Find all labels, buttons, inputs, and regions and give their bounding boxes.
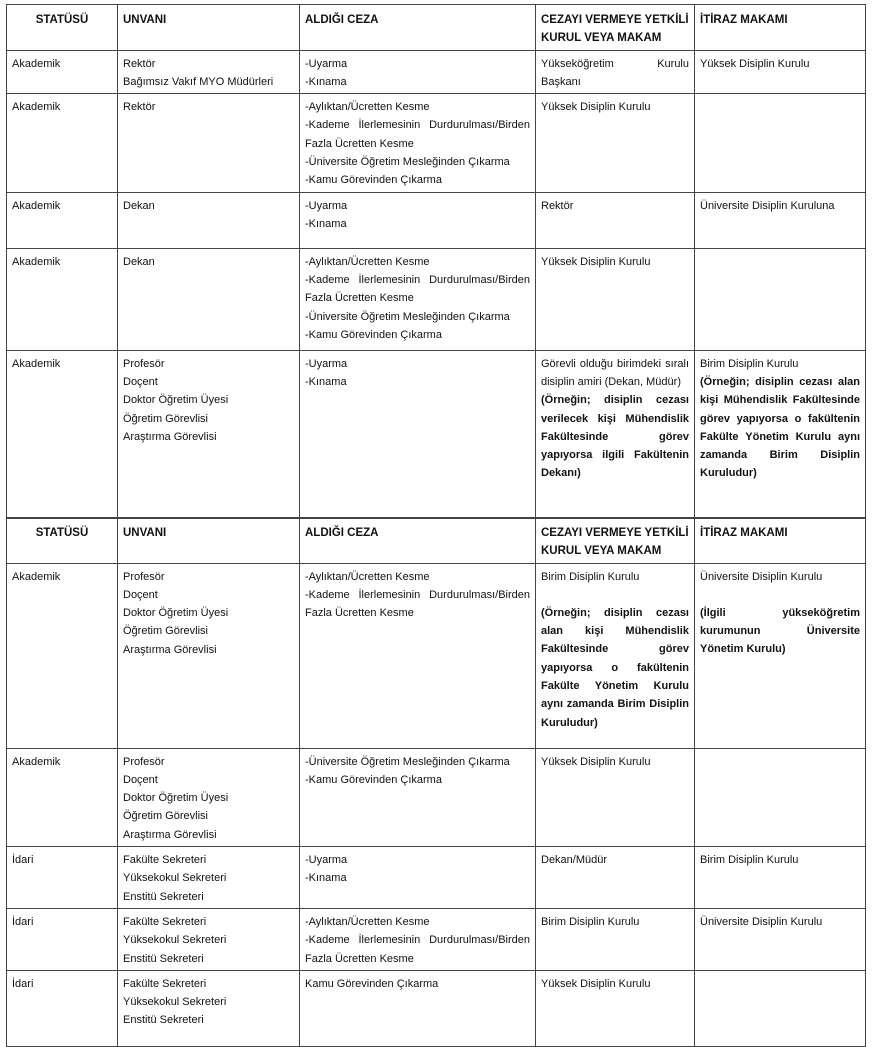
authority-cell: Yüksek Disiplin Kurulu <box>536 748 695 846</box>
status-cell: Akademik <box>7 350 118 518</box>
objection-cell <box>695 970 866 1046</box>
objection-cell: Yüksek Disiplin Kurulu <box>695 50 866 94</box>
title-cell <box>118 94 300 192</box>
penalty-line: -Kınama <box>305 872 347 885</box>
objection-cell <box>695 350 866 518</box>
title-line: Doktor Öğretim Üyesi <box>123 394 229 407</box>
authority-cell: Rektör <box>536 192 695 248</box>
title-line: Fakülte Sekreteri <box>123 915 207 928</box>
authority-note: (Örneğin; disiplin cezası alan kişi Mühendislik Fakültesinde görev yapıyorsa o fakültenin Fakülte Yönetim Kurulu aynı zamanda Birim Disiplin Kuruludur) <box>541 606 689 729</box>
penalty-line: -Uyarma <box>305 357 348 370</box>
header-objection: İTİRAZ MAKAMI <box>695 518 866 564</box>
objection-note: (Örneğin; disiplin cezası alan kişi Mühendislik Fakültesinde görev yapıyorsa o fakültenin Fakülte Yönetim Kurulu aynı zamanda Birim Disiplin Kuruludur) <box>700 375 860 480</box>
title-line: Araştırma Görevlisi <box>123 828 217 841</box>
penalty-line: -Kınama <box>305 75 347 88</box>
table-row <box>7 908 866 970</box>
table-row <box>7 847 866 909</box>
status-cell: İdari <box>7 908 118 970</box>
discipline-table-2 <box>6 517 866 1047</box>
objection-cell: Birim Disiplin Kurulu <box>695 847 866 909</box>
table-row <box>7 94 866 192</box>
status-cell: Akademik <box>7 748 118 846</box>
authority-cell: Birim Disiplin Kurulu <box>536 908 695 970</box>
header-title: UNVANI <box>118 518 300 564</box>
header-authority: CEZAYI VERMEYE YETKİLİ KURUL VEYA MAKAM <box>536 5 695 51</box>
title-line: Araştırma Görevlisi <box>123 430 217 443</box>
penalty-line: -Aylıktan/Ücretten Kesme <box>305 570 430 583</box>
title-line: Profesör <box>123 357 165 370</box>
penalty-line: -Kamu Görevinden Çıkarma <box>305 773 442 786</box>
authority-text: Birim Disiplin Kurulu <box>541 570 640 583</box>
authority-cell: Yüksek Disiplin Kurulu <box>536 248 695 350</box>
title-line: Doçent <box>123 588 158 601</box>
table-row <box>7 748 866 846</box>
authority-cell: Yüksek Disiplin Kurulu <box>536 970 695 1046</box>
penalty-cell <box>300 192 536 248</box>
title-line: Enstitü Sekreteri <box>123 1014 204 1027</box>
status-cell: İdari <box>7 970 118 1046</box>
title-line: Profesör <box>123 755 165 768</box>
title-line: Dekan <box>123 255 155 268</box>
penalty-line: -Kamu Görevinden Çıkarma <box>305 174 442 187</box>
penalty-line: -Aylıktan/Ücretten Kesme <box>305 255 430 268</box>
title-line: Öğretim Görevlisi <box>123 810 208 823</box>
objection-text: Üniversite Disiplin Kurulu <box>700 570 823 583</box>
table-header-row <box>7 518 866 564</box>
status-cell: Akademik <box>7 94 118 192</box>
table-row <box>7 350 866 518</box>
table-header-row <box>7 5 866 51</box>
penalty-line: -Kademe İlerlemesinin Durdurulması/Birden Fazla Ücretten Kesme <box>305 273 530 305</box>
title-line: Doktor Öğretim Üyesi <box>123 792 229 805</box>
authority-cell <box>536 563 695 748</box>
penalty-line: Kamu Görevinden Çıkarma <box>305 977 439 990</box>
penalty-cell <box>300 94 536 192</box>
table-row <box>7 248 866 350</box>
penalty-line: -Kınama <box>305 217 347 230</box>
authority-cell <box>536 350 695 518</box>
penalty-cell <box>300 350 536 518</box>
title-line: Yüksekokul Sekreteri <box>123 872 227 885</box>
table-row <box>7 563 866 748</box>
penalty-line: -Uyarma <box>305 199 348 212</box>
status-cell: Akademik <box>7 248 118 350</box>
title-cell <box>118 192 300 248</box>
authority-text: Yükseköğretim Kurulu Başkanı <box>541 57 689 88</box>
objection-text: Birim Disiplin Kurulu <box>700 357 799 370</box>
status-cell: Akademik <box>7 50 118 94</box>
title-line: Öğretim Görevlisi <box>123 625 208 638</box>
penalty-cell <box>300 970 536 1046</box>
penalty-line: -Üniversite Öğretim Mesleğinden Çıkarma <box>305 755 510 768</box>
table-row <box>7 50 866 94</box>
header-status: STATÜSÜ <box>7 518 118 564</box>
penalty-line: -Üniversite Öğretim Mesleğinden Çıkarma <box>305 310 510 323</box>
authority-cell: Yüksek Disiplin Kurulu <box>536 94 695 192</box>
title-cell <box>118 908 300 970</box>
penalty-cell <box>300 50 536 94</box>
title-line: Fakülte Sekreteri <box>123 977 207 990</box>
title-line: Enstitü Sekreteri <box>123 952 204 965</box>
title-line: Doktor Öğretim Üyesi <box>123 607 229 620</box>
penalty-line: -Uyarma <box>305 854 348 867</box>
title-cell <box>118 50 300 94</box>
title-line: Fakülte Sekreteri <box>123 854 207 867</box>
objection-note: (İlgili yükseköğretim kurumunun Üniversite Yönetim Kurulu) <box>700 606 860 656</box>
title-line: Doçent <box>123 375 158 388</box>
title-line: Rektör <box>123 101 156 114</box>
authority-text: Görevli olduğu birimdeki sıralı disiplin amiri (Dekan, Müdür) <box>541 357 689 388</box>
objection-cell <box>695 94 866 192</box>
table-row <box>7 970 866 1046</box>
objection-cell: Üniversite Disiplin Kuruluna <box>695 192 866 248</box>
penalty-line: -Üniversite Öğretim Mesleğinden Çıkarma <box>305 156 510 169</box>
title-line: Araştırma Görevlisi <box>123 643 217 656</box>
title-cell <box>118 748 300 846</box>
title-cell <box>118 350 300 518</box>
title-line: Dekan <box>123 199 155 212</box>
title-cell <box>118 970 300 1046</box>
header-penalty: ALDIĞI CEZA <box>300 5 536 51</box>
authority-cell: Dekan/Müdür <box>536 847 695 909</box>
table-row <box>7 192 866 248</box>
penalty-cell <box>300 908 536 970</box>
title-line: Rektör <box>123 57 156 70</box>
penalty-line: -Aylıktan/Ücretten Kesme <box>305 101 430 114</box>
penalty-line: -Uyarma <box>305 57 348 70</box>
title-line: Bağımsız Vakıf MYO Müdürleri <box>123 75 274 88</box>
status-cell: İdari <box>7 847 118 909</box>
penalty-line: -Kamu Görevinden Çıkarma <box>305 328 442 341</box>
objection-cell <box>695 748 866 846</box>
discipline-table-1 <box>6 4 866 519</box>
title-cell <box>118 248 300 350</box>
header-title: UNVANI <box>118 5 300 51</box>
penalty-line: -Kademe İlerlemesinin Durdurulması/Birden Fazla Ücretten Kesme <box>305 934 530 965</box>
penalty-line: -Kademe İlerlemesinin Durdurulması/Birden Fazla Ücretten Kesme <box>305 588 530 620</box>
header-objection: İTİRAZ MAKAMI <box>695 5 866 51</box>
title-line: Yüksekokul Sekreteri <box>123 934 227 947</box>
title-line: Yüksekokul Sekreteri <box>123 996 227 1009</box>
status-cell: Akademik <box>7 192 118 248</box>
title-line: Öğretim Görevlisi <box>123 412 208 425</box>
authority-note: (Örneğin; disiplin cezası verilecek kişi Mühendislik Fakültesinde görev yapıyorsa ilgili Fakültenin Dekanı) <box>541 394 689 480</box>
objection-cell <box>695 563 866 748</box>
status-cell: Akademik <box>7 563 118 748</box>
penalty-line: -Aylıktan/Ücretten Kesme <box>305 915 430 928</box>
title-line: Enstitü Sekreteri <box>123 890 204 903</box>
title-line: Profesör <box>123 570 165 583</box>
header-status: STATÜSÜ <box>7 5 118 51</box>
title-cell <box>118 563 300 748</box>
penalty-cell <box>300 248 536 350</box>
penalty-line: -Kademe İlerlemesinin Durdurulması/Birden Fazla Ücretten Kesme <box>305 119 530 150</box>
title-line: Doçent <box>123 773 158 786</box>
objection-cell: Üniversite Disiplin Kurulu <box>695 908 866 970</box>
penalty-cell <box>300 748 536 846</box>
header-authority: CEZAYI VERMEYE YETKİLİ KURUL VEYA MAKAM <box>536 518 695 564</box>
authority-cell <box>536 50 695 94</box>
objection-cell <box>695 248 866 350</box>
penalty-cell <box>300 563 536 748</box>
header-penalty: ALDIĞI CEZA <box>300 518 536 564</box>
title-cell <box>118 847 300 909</box>
penalty-cell <box>300 847 536 909</box>
penalty-line: -Kınama <box>305 375 347 388</box>
